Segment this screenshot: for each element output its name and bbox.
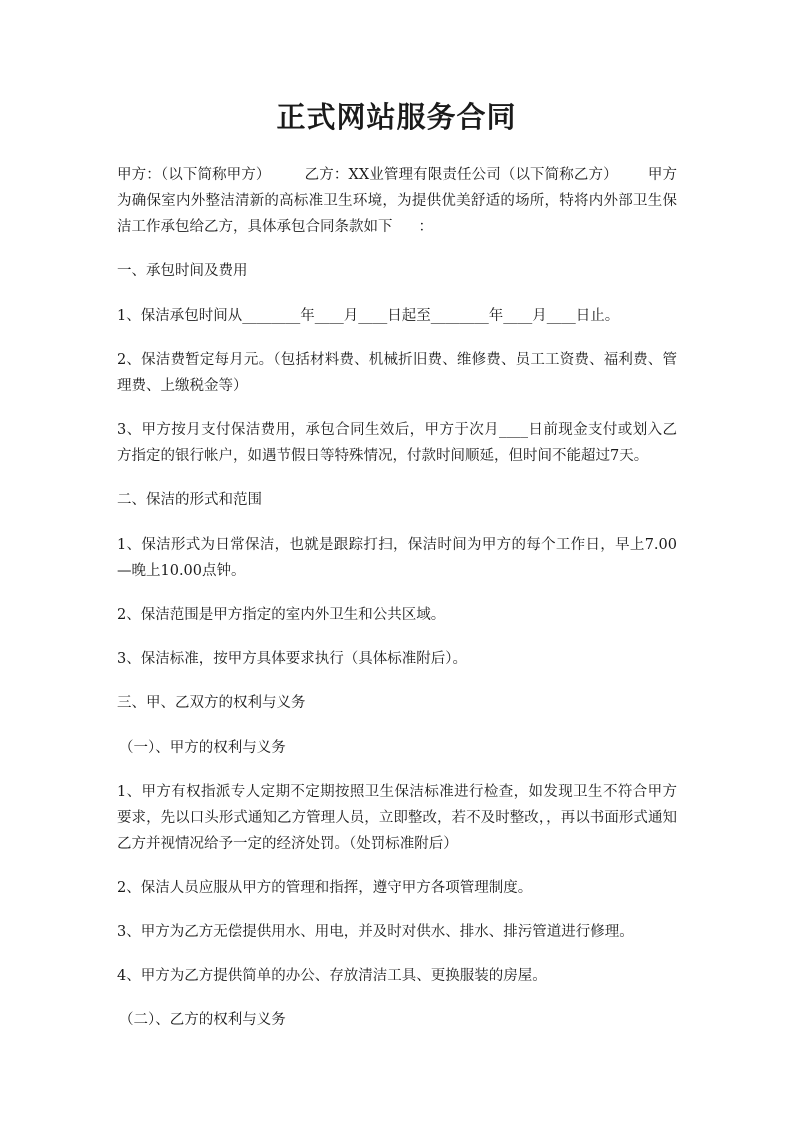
intro-text-rest: 方为确保室内外整洁清新的高标准卫生环境，为提供优美舒适的场所，特将内外部卫生保洁工作承包给乙方，具体承包合同条款如下 (117, 167, 677, 235)
intro-paragraph (117, 162, 677, 240)
document-body (117, 162, 677, 1051)
clause-paragraph: 3、保洁标准，按甲方具体要求执行（具体标准附后）。 (117, 651, 467, 667)
intro-colon: ： (418, 219, 433, 235)
document-title: 正式网站服务合同 (276, 100, 517, 134)
section-heading: 二、保洁的形式和范围 (117, 492, 262, 508)
party-a-label: 甲方：（以下简称甲方） (117, 167, 271, 183)
section-heading: 一、承包时间及费用 (117, 263, 248, 279)
clause-paragraph: 4、甲方为乙方提供简单的办公、存放清洁工具、更换服装的房屋。 (117, 968, 547, 984)
clause-paragraph: 1、甲方有权指派专人定期不定期按照卫生保洁标准进行检查，如发现卫生不符合甲方要求，先以口头形式通知乙方管理人员，立即整改，若不及时整改，，再以书面形式通知乙方并视情况给予一定的经济处罚。（处罚标准附后） (117, 784, 677, 852)
clause-paragraph: 3、甲方为乙方无偿提供用水、用电，并及时对供水、排水、排污管道进行修理。 (117, 924, 634, 940)
clause-paragraph: 2、保洁人员应服从甲方的管理和指挥，遵守甲方各项管理制度。 (117, 880, 533, 896)
section-heading: 三、甲、乙双方的权利与义务 (117, 695, 306, 711)
intro-text-start: 甲 (647, 167, 663, 183)
clause-paragraph: 3、甲方按月支付保洁费用，承包合同生效后，甲方于次月____日前现金支付或划入乙方指定的银行帐户，如遇节假日等特殊情况，付款时间顺延，但时间不能超过7天。 (117, 422, 677, 464)
contract-sections (117, 258, 677, 1033)
clause-paragraph: 1、保洁形式为日常保洁，也就是跟踪打扫，保洁时间为甲方的每个工作日，早上7.00—晚上10.00点钟。 (117, 537, 677, 579)
subsection-heading: （一）、甲方的权利与义务 (119, 740, 286, 756)
clause-paragraph: 1、保洁承包时间从________年____月____日起至________年____月____日止。 (117, 308, 620, 324)
clause-paragraph: 2、保洁范围是甲方指定的室内外卫生和公共区域。 (117, 607, 446, 623)
clause-paragraph: 2、保洁费暂定每月元。（包括材料费、机械折旧费、维修费、员工工资费、福利费、管理费、上缴税金等） (117, 352, 677, 394)
party-b-label: 乙方：XX业管理有限责任公司（以下简称乙方） (304, 167, 618, 183)
subsection-heading: （二）、乙方的权利与义务 (119, 1012, 286, 1028)
